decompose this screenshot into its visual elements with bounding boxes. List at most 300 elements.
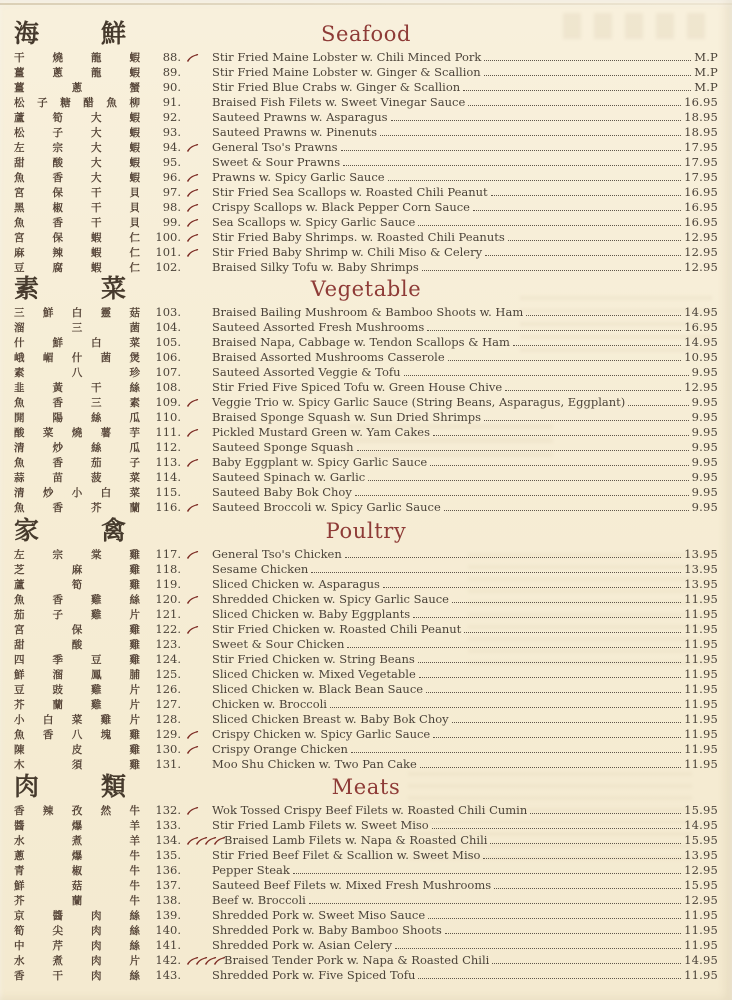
item-chinese-name (14, 66, 140, 81)
menu-item-row (0, 712, 732, 727)
chinese-character: 水 (14, 835, 25, 847)
chinese-character: 蝦 (91, 262, 102, 274)
item-number: 92. (162, 110, 181, 124)
chinese-character: 魚 (106, 97, 117, 109)
menu-item-row (0, 425, 732, 440)
chinese-character: 白 (71, 307, 83, 319)
item-number: 128. (155, 712, 181, 726)
item-chinese-name (14, 471, 140, 486)
menu-item-row (0, 125, 732, 140)
item-number: 126. (155, 682, 181, 696)
chinese-character: 牛 (129, 880, 140, 892)
item-price: 14.95 (684, 335, 718, 349)
chinese-character: 香 (52, 457, 63, 469)
chinese-character: 雞 (129, 624, 140, 636)
dot-leader (422, 260, 681, 271)
item-price: 11.95 (684, 923, 718, 937)
item-name: Sauteed Baby Bok Choy (212, 485, 352, 499)
item-number: 93. (162, 125, 181, 139)
item-chinese-name (14, 683, 140, 698)
chinese-character: 禽 (100, 516, 126, 545)
item-chinese-name (14, 51, 140, 66)
item-price: 11.95 (684, 712, 718, 726)
chinese-character: 鮮 (52, 337, 63, 349)
chinese-character: 菇 (129, 307, 140, 319)
section-header-vegetable (0, 274, 732, 305)
chinese-character: 香 (52, 172, 63, 184)
item-price: 11.95 (684, 968, 718, 982)
dot-leader (420, 757, 681, 768)
menu-item-row (0, 140, 732, 155)
section-title: Poultry (325, 519, 407, 543)
chinese-character: 干 (14, 52, 25, 64)
chinese-character: 肉 (91, 940, 102, 952)
chinese-character: 蝦 (129, 157, 140, 169)
section-header-seafood (0, 19, 732, 50)
chinese-character: 片 (129, 955, 140, 967)
chinese-character: 肉 (91, 925, 102, 937)
chili-pepper-icon (186, 730, 199, 739)
chinese-character: 左 (14, 549, 25, 561)
chinese-character: 肉 (91, 955, 102, 967)
item-chinese-name (14, 81, 140, 96)
chinese-character: 蝦 (129, 112, 140, 124)
dot-leader (484, 50, 691, 61)
chinese-character: 煮 (52, 955, 63, 967)
chinese-character: 雞 (129, 654, 140, 666)
dot-leader (485, 245, 681, 256)
item-name: Stir Fried Chicken w. Roasted Chili Peanut (212, 622, 462, 636)
dot-leader (484, 65, 692, 76)
spicy-indicator (184, 595, 210, 604)
chinese-character: 珍 (129, 367, 140, 379)
chinese-character: 素 (14, 367, 25, 379)
item-number: 98. (162, 200, 181, 214)
chili-pepper-icon (186, 503, 199, 512)
chinese-character: 薑 (14, 67, 25, 79)
item-price: 11.95 (684, 637, 718, 651)
chinese-character: 芥 (91, 502, 102, 514)
item-price: 17.95 (684, 155, 718, 169)
section-chinese-title (14, 19, 126, 49)
item-name: Crispy Scallops w. Black Pepper Corn Sauce (212, 200, 470, 214)
chinese-character: 酸 (14, 427, 25, 439)
menu-item-row (0, 335, 732, 350)
chinese-character: 中 (14, 940, 25, 952)
item-name: Pickled Mustard Green w. Yam Cakes (212, 425, 430, 439)
chinese-character: 牛 (129, 850, 140, 862)
chinese-character: 羊 (129, 835, 140, 847)
item-number: 103. (155, 305, 181, 319)
chili-pepper-icon (186, 173, 199, 182)
chinese-character: 菜 (129, 487, 140, 499)
section-header-meats (0, 772, 732, 803)
chinese-character: 香 (52, 594, 63, 606)
dot-leader (433, 425, 689, 436)
item-name: Wok Tossed Crispy Beef Filets w. Roasted Chili Cumin (212, 803, 528, 817)
item-price: 11.95 (684, 652, 718, 666)
chinese-character: 菜 (100, 274, 126, 303)
chinese-character: 絲 (129, 925, 140, 937)
item-name: Sweet & Sour Prawns (212, 155, 341, 169)
chinese-character: 豆 (14, 262, 25, 274)
chinese-character: 菠 (91, 472, 102, 484)
chinese-character: 干 (91, 187, 102, 199)
chinese-character: 筍 (52, 112, 63, 124)
dot-leader (418, 652, 681, 663)
chinese-character: 菜 (129, 472, 140, 484)
item-chinese-name (14, 231, 140, 246)
chinese-character: 子 (37, 97, 48, 109)
chinese-character: 絲 (91, 412, 102, 424)
chinese-character: 牛 (129, 895, 140, 907)
chinese-character: 陽 (52, 412, 63, 424)
chinese-character: 清 (14, 487, 25, 499)
menu-item-row (0, 500, 732, 515)
chinese-character: 干 (91, 202, 102, 214)
chinese-character: 瓜 (129, 412, 140, 424)
item-name: Stir Fried Baby Shrimp w. Chili Miso & Celery (212, 245, 483, 259)
chinese-character: 魚 (14, 502, 25, 514)
chili-pepper-icon (186, 248, 199, 257)
item-number: 91. (162, 95, 181, 109)
chinese-character: 酸 (71, 639, 83, 651)
chinese-character: 麻 (14, 247, 25, 259)
menu-item-row (0, 200, 732, 215)
chinese-character: 絲 (129, 910, 140, 922)
chinese-character: 芹 (52, 940, 63, 952)
spicy-indicator (184, 550, 210, 559)
chili-pepper-icon (186, 428, 199, 437)
item-chinese-name (14, 411, 140, 426)
chinese-character: 子 (52, 127, 63, 139)
chinese-character: 蝦 (91, 232, 102, 244)
dot-leader (418, 215, 681, 226)
item-chinese-name (14, 969, 140, 984)
chinese-character: 仁 (129, 262, 140, 274)
chinese-character: 清 (14, 442, 25, 454)
menu-item-row (0, 908, 732, 923)
item-chinese-name (14, 909, 140, 924)
chinese-character: 芝 (14, 564, 25, 576)
chinese-character: 尖 (52, 925, 63, 937)
chinese-character: 魚 (14, 172, 25, 184)
chinese-character: 子 (52, 609, 63, 621)
chinese-character: 八 (71, 729, 83, 741)
chinese-character: 干 (91, 382, 102, 394)
chinese-character: 燒 (52, 52, 63, 64)
menu-item-row (0, 863, 732, 878)
chinese-character: 小 (71, 487, 83, 499)
item-name: Stir Fried Blue Crabs w. Ginger & Scallion (212, 80, 461, 94)
item-number: 88. (162, 50, 181, 64)
chinese-character: 蘭 (71, 895, 83, 907)
item-price: 15.95 (684, 803, 718, 817)
item-name: Braised Sponge Squash w. Sun Dried Shrimps (212, 410, 482, 424)
item-name: Sauteed Prawns w. Pinenuts (212, 125, 378, 139)
chinese-character: 肉 (91, 970, 102, 982)
menu-item-row (0, 260, 732, 275)
item-number: 132. (155, 803, 181, 817)
dot-leader (383, 577, 681, 588)
dot-leader (345, 547, 681, 558)
item-chinese-name (14, 126, 140, 141)
item-name: General Tso's Chicken (212, 547, 342, 561)
section-title: Meats (331, 775, 401, 799)
menu-item-row (0, 215, 732, 230)
item-price: 9.95 (691, 500, 718, 514)
chinese-character: 溜 (52, 669, 63, 681)
chinese-character: 香 (52, 217, 63, 229)
item-chinese-name (14, 728, 140, 743)
item-price: 11.95 (684, 727, 718, 741)
item-number: 127. (155, 697, 181, 711)
chinese-character: 鳳 (91, 669, 102, 681)
chinese-character: 蟹 (129, 82, 140, 94)
item-chinese-name (14, 608, 140, 623)
item-chinese-name (14, 894, 140, 909)
chili-pepper-icon (186, 745, 199, 754)
chinese-character: 魚 (14, 594, 25, 606)
item-number: 116. (155, 500, 181, 514)
chinese-character: 豉 (52, 684, 63, 696)
item-name: Sliced Chicken Breast w. Baby Bok Choy (212, 712, 449, 726)
chinese-character: 大 (91, 172, 102, 184)
chinese-character: 靈 (100, 307, 112, 319)
menu-item-row (0, 622, 732, 637)
item-number: 108. (155, 380, 181, 394)
item-name: Sauteed Beef Filets w. Mixed Fresh Mushrooms (212, 878, 492, 892)
chinese-character: 牛 (129, 865, 140, 877)
item-price: 9.95 (691, 410, 718, 424)
item-chinese-name (14, 156, 140, 171)
item-price: 17.95 (684, 140, 718, 154)
chili-pepper-icon (186, 806, 199, 815)
menu-item-row (0, 562, 732, 577)
dot-leader (505, 380, 681, 391)
chinese-character: 宗 (52, 142, 63, 154)
chinese-character: 松 (14, 127, 25, 139)
menu-item-row (0, 968, 732, 983)
menu-item-row (0, 547, 732, 562)
menu-item-row (0, 953, 732, 968)
chinese-character: 季 (52, 654, 63, 666)
chinese-character: 雞 (91, 594, 102, 606)
chinese-character: 椒 (52, 202, 63, 214)
chinese-character: 甜 (14, 157, 25, 169)
item-number: 90. (162, 80, 181, 94)
dot-leader (464, 622, 681, 633)
item-price: 12.95 (684, 863, 718, 877)
chinese-character: 薑 (14, 82, 25, 94)
section-title: Seafood (320, 22, 412, 46)
item-number: 109. (155, 395, 181, 409)
dot-leader (347, 637, 681, 648)
menu-item-row (0, 380, 732, 395)
spicy-indicator (184, 203, 210, 212)
item-price: 18.95 (684, 125, 718, 139)
item-price: 16.95 (684, 185, 718, 199)
dot-leader (419, 667, 681, 678)
item-name: Sauteed Assorted Veggie & Tofu (212, 365, 401, 379)
chinese-character: 羊 (129, 820, 140, 832)
chinese-character: 仁 (129, 247, 140, 259)
chili-pepper-icon (186, 53, 199, 62)
chinese-character: 青 (14, 865, 25, 877)
chinese-character: 黑 (14, 202, 25, 214)
item-number: 89. (162, 65, 181, 79)
spicy-indicator (184, 836, 222, 845)
spicy-indicator (184, 503, 210, 512)
item-name: Sliced Chicken w. Black Bean Sauce (212, 682, 424, 696)
chinese-character: 菌 (100, 352, 112, 364)
item-number: 119. (155, 577, 181, 591)
chinese-character: 筍 (14, 925, 25, 937)
chinese-character: 絲 (91, 442, 102, 454)
item-price: 12.95 (684, 245, 718, 259)
item-price: 12.95 (684, 260, 718, 274)
dot-leader (426, 682, 681, 693)
chinese-character: 菜 (129, 337, 140, 349)
chinese-character: 菇 (71, 880, 83, 892)
chinese-character: 香 (14, 805, 25, 817)
menu-item-row (0, 833, 732, 848)
chinese-character: 然 (100, 805, 112, 817)
item-chinese-name (14, 819, 140, 834)
item-chinese-name (14, 563, 140, 578)
item-price: 11.95 (684, 757, 718, 771)
item-chinese-name (14, 939, 140, 954)
menu-item-row (0, 803, 732, 818)
chinese-character: 辣 (52, 247, 63, 259)
menu-item-row (0, 245, 732, 260)
item-name: Crispy Chicken w. Spicy Garlic Sauce (212, 727, 431, 741)
chinese-character: 片 (129, 699, 140, 711)
dot-leader (508, 230, 681, 241)
chinese-character: 保 (52, 187, 63, 199)
dot-leader (391, 110, 682, 121)
spicy-indicator (184, 398, 210, 407)
chinese-character: 茄 (91, 457, 102, 469)
chinese-character: 白 (91, 337, 102, 349)
chinese-character: 家 (14, 516, 40, 545)
dot-leader (330, 697, 681, 708)
item-price: 12.95 (684, 893, 718, 907)
item-name: Stir Fried Chicken w. String Beans (212, 652, 415, 666)
chinese-character: 什 (14, 337, 25, 349)
item-chinese-name (14, 171, 140, 186)
item-chinese-name (14, 578, 140, 593)
chinese-character: 醋 (83, 97, 94, 109)
item-chinese-name (14, 804, 140, 819)
chinese-character: 雞 (129, 759, 140, 771)
chili-pepper-icon (186, 203, 199, 212)
item-price: 11.95 (684, 908, 718, 922)
chinese-character: 鮮 (14, 880, 25, 892)
item-chinese-name (14, 638, 140, 653)
chinese-character: 魚 (14, 729, 25, 741)
item-name: Sliced Chicken w. Baby Eggplants (212, 607, 411, 621)
chinese-character: 蝦 (129, 142, 140, 154)
item-price: M.P (694, 80, 718, 94)
section-chinese-title (14, 772, 126, 802)
chinese-character: 柳 (129, 97, 140, 109)
dot-leader (452, 592, 681, 603)
item-number: 118. (155, 562, 181, 576)
item-chinese-name (14, 381, 140, 396)
item-name: Sauteed Broccoli w. Spicy Garlic Sauce (212, 500, 441, 514)
chinese-character: 宮 (14, 624, 25, 636)
item-name: Prawns w. Spicy Garlic Sauce (212, 170, 385, 184)
item-chinese-name (14, 548, 140, 563)
item-number: 138. (155, 893, 181, 907)
item-name: Braised Silky Tofu w. Baby Shrimps (212, 260, 419, 274)
item-name: Stir Fried Sea Scallops w. Roasted Chili Peanut (212, 185, 488, 199)
chinese-character: 炒 (42, 487, 54, 499)
dot-leader (483, 848, 681, 859)
menu-item-row (0, 577, 732, 592)
item-price: 13.95 (684, 848, 718, 862)
section-title: Vegetable (310, 277, 422, 301)
menu-item-row (0, 637, 732, 652)
chinese-character: 香 (14, 970, 25, 982)
item-number: 131. (155, 757, 181, 771)
item-price: 9.95 (691, 485, 718, 499)
item-number: 134. (155, 833, 181, 847)
chinese-character: 麻 (71, 564, 83, 576)
item-name: Veggie Trio w. Spicy Garlic Sauce (String Beans, Asparagus, Eggplant) (212, 395, 626, 409)
chinese-character: 魚 (14, 217, 25, 229)
menu-item-row (0, 365, 732, 380)
item-chinese-name (14, 486, 140, 501)
chinese-character: 八 (71, 367, 83, 379)
chinese-character: 宮 (14, 187, 25, 199)
chili-pepper-icon (186, 143, 199, 152)
dot-leader (513, 335, 681, 346)
chinese-character: 蘆 (14, 112, 25, 124)
dot-leader (404, 365, 689, 376)
chinese-character: 魚 (14, 457, 25, 469)
chinese-character: 開 (14, 412, 25, 424)
chinese-character: 松 (14, 97, 25, 109)
chinese-character: 芥 (14, 699, 25, 711)
item-name: Braised Lamb Filets w. Napa & Roasted Chili (224, 833, 488, 847)
chinese-character: 豆 (91, 654, 102, 666)
menu-item-row (0, 350, 732, 365)
item-number: 139. (155, 908, 181, 922)
item-name: Sauteed Prawns w. Asparagus (212, 110, 388, 124)
item-chinese-name (14, 653, 140, 668)
menu-item-row (0, 592, 732, 607)
chinese-character: 醬 (52, 910, 63, 922)
item-number: 123. (155, 637, 181, 651)
item-number: 125. (155, 667, 181, 681)
item-price: 11.95 (684, 682, 718, 696)
item-price: 13.95 (684, 577, 718, 591)
chinese-character: 干 (91, 217, 102, 229)
item-name: Sliced Chicken w. Asparagus (212, 577, 380, 591)
menu-item-row (0, 170, 732, 185)
item-number: 135. (155, 848, 181, 862)
item-chinese-name (14, 426, 140, 441)
chinese-character: 孜 (71, 805, 83, 817)
dot-leader (311, 562, 681, 573)
chinese-character: 素 (129, 397, 140, 409)
item-chinese-name (14, 306, 140, 321)
item-price: M.P (694, 65, 718, 79)
item-name: Shredded Pork w. Baby Bamboo Shoots (212, 923, 442, 937)
chili-pepper-icon (186, 188, 199, 197)
